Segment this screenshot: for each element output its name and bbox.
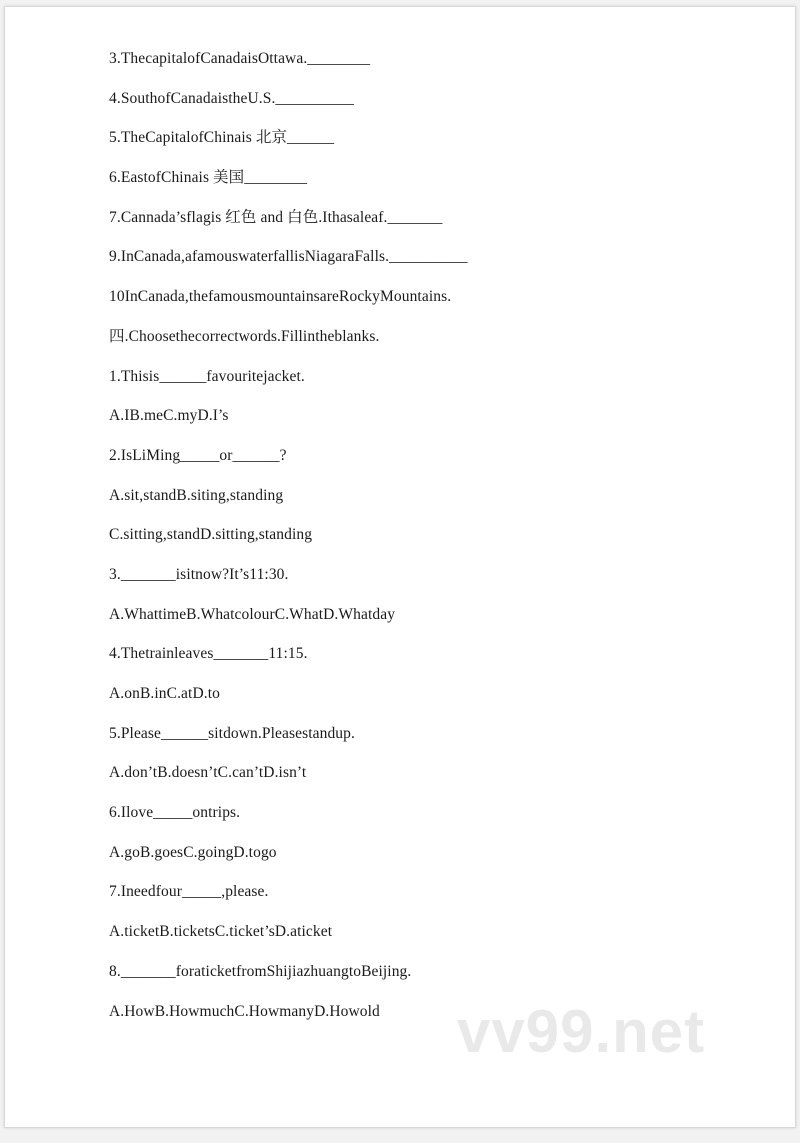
document-body	[109, 51, 755, 1043]
document-line: 4.SouthofCanadaistheU.S.__________	[109, 89, 354, 107]
document-line: 5.TheCapitalofChinais 北京______	[109, 129, 335, 147]
document-line: 5.Please______sitdown.Pleasestandup.	[109, 724, 355, 742]
document-line: 1.Thisis______favouritejacket.	[109, 367, 305, 385]
document-line: 6.Ilove_____ontrips.	[109, 804, 241, 822]
document-line: 7.Cannada’sflagis 红色 and 白色.Ithasaleaf._______	[109, 208, 443, 226]
document-line: A.goB.goesC.goingD.togo	[109, 843, 277, 861]
document-line: 2.IsLiMing_____or______?	[109, 446, 287, 464]
document-line: 7.Ineedfour_____,please.	[109, 883, 269, 901]
document-line: 6.EastofChinais 美国________	[109, 169, 308, 187]
document-line: 10InCanada,thefamousmountainsareRockyMountains.	[109, 288, 452, 306]
document-line: A.ticketB.ticketsC.ticket’sD.aticket	[109, 923, 333, 941]
document-line: 3._______isitnow?It’s11:30.	[109, 565, 289, 583]
document-line: C.sitting,standD.sitting,standing	[109, 526, 313, 544]
watermark: vv99.net	[457, 998, 706, 1065]
document-line: 8._______foraticketfromShijiazhuangtoBeijing.	[109, 962, 412, 980]
document-line: A.WhattimeB.WhatcolourC.WhatD.Whatday	[109, 605, 396, 623]
document-line: A.don’tB.doesn’tC.can’tD.isn’t	[109, 764, 307, 782]
document-line: 9.InCanada,afamouswaterfallisNiagaraFalls.__________	[109, 248, 468, 266]
document-line: 3.ThecapitalofCanadaisOttawa.________	[109, 50, 371, 67]
document-line: 4.Thetrainleaves_______11:15.	[109, 645, 308, 663]
document-line: A.sit,standB.siting,standing	[109, 486, 284, 504]
document-line: A.onB.inC.atD.to	[109, 685, 220, 702]
document-line: A.HowB.HowmuchC.HowmanyD.Howold	[109, 1002, 380, 1020]
document-line: A.IB.meC.myD.I’s	[109, 407, 229, 425]
document-section-heading: 四.Choosethecorrectwords.Fillintheblanks.	[109, 327, 380, 345]
document-page	[4, 6, 796, 1128]
